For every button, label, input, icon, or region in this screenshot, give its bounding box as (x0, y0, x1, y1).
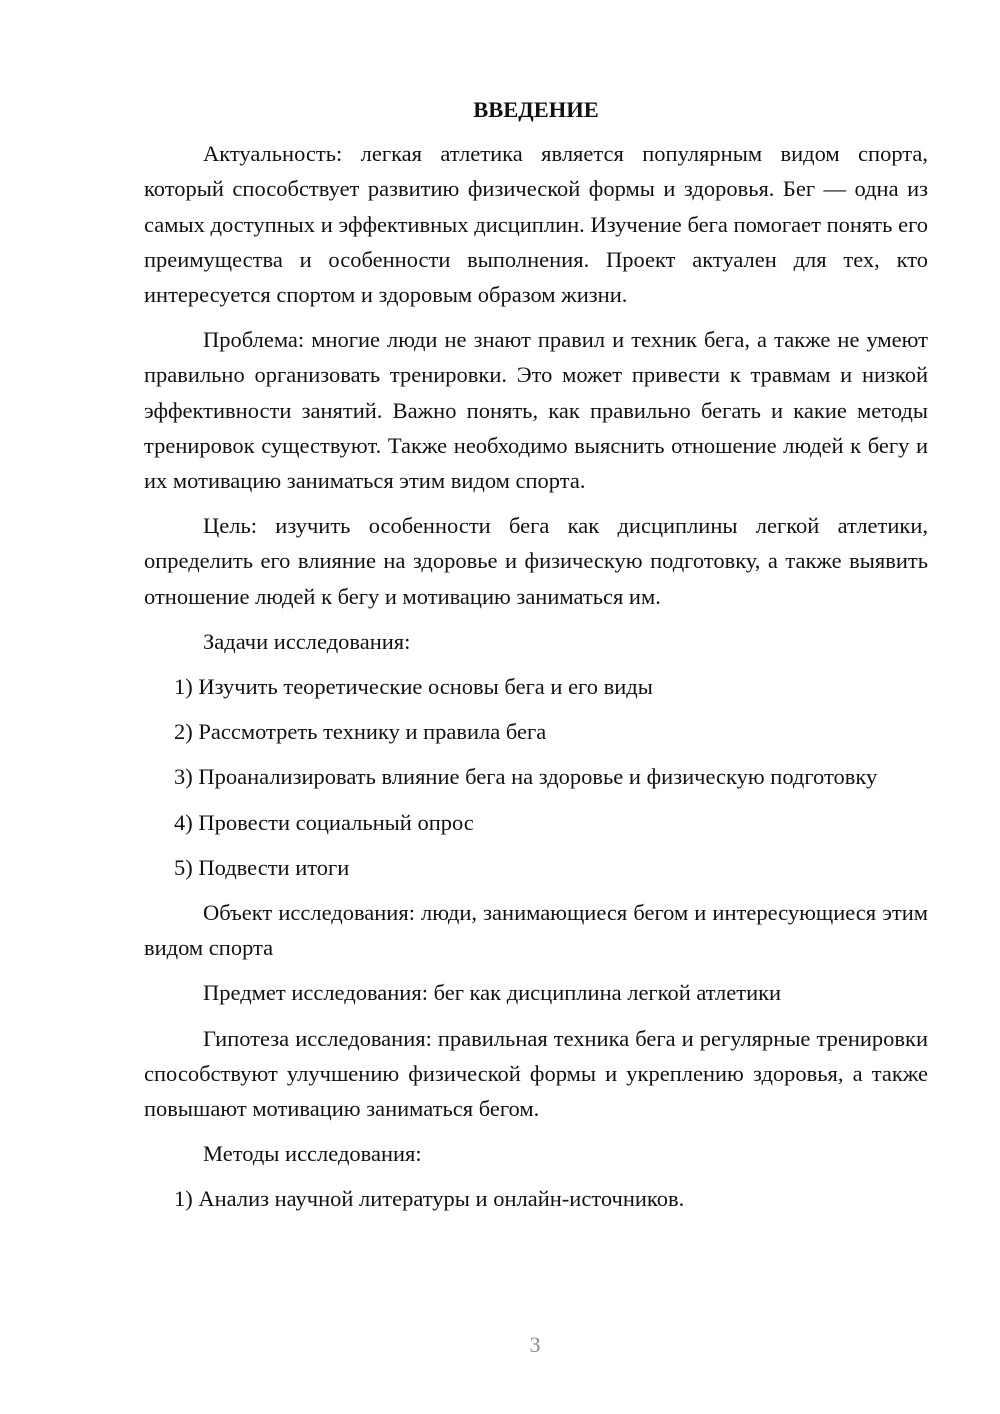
method-item-1: 1) Анализ научной литературы и онлайн-источников. (174, 1186, 685, 1212)
hypothesis-paragraph: Гипотеза исследования: правильная техника бега и регулярные тренировки способствуют улучшению физической формы и укреплению здоровья, а также повышают мотивацию заниматься бегом. (144, 1025, 928, 1122)
subject-paragraph: Предмет исследования: бег как дисциплина легкой атлетики (203, 980, 782, 1006)
relevance-paragraph: Актуальность: легкая атлетика является популярным видом спорта, который способствует развитию физической формы и здоровья. Бег — одна из самых доступных и эффективных дисциплин. Изучение бега помогает понять его преимущества и особенности выполнения. Проект актуален для тех, кто интересуется спортом и здоровым образом жизни. (144, 141, 928, 308)
page-content (144, 92, 928, 1227)
task-item-2: 2) Рассмотреть технику и правила бега (174, 719, 547, 745)
tasks-title: Задачи исследования: (203, 628, 411, 654)
section-heading: ВВЕДЕНИЕ (473, 97, 599, 122)
task-item-3: 3) Проанализировать влияние бега на здоровье и физическую подготовку (174, 764, 878, 790)
page-number: 3 (529, 1332, 541, 1357)
task-item-5: 5) Подвести итоги (174, 854, 350, 880)
goal-paragraph: Цель: изучить особенности бега как дисциплины легкой атлетики, определить его влияние на здоровье и физическую подготовку, а также выявить отношение людей к бегу и мотивацию заниматься им. (144, 513, 928, 609)
task-item-1: 1) Изучить теоретические основы бега и его виды (174, 674, 653, 700)
object-paragraph: Объект исследования: люди, занимающиеся бегом и интересующиеся этим видом спорта (144, 900, 928, 961)
methods-title: Методы исследования: (203, 1141, 422, 1167)
task-item-4: 4) Провести социальный опрос (174, 809, 474, 835)
problem-paragraph: Проблема: многие люди не знают правил и техник бега, а также не умеют правильно организовать тренировки. Это может привести к травмам и низкой эффективности занятий. Важно понять, как правильно бегать и какие методы тренировок существуют. Также необходимо выяснить отношение людей к бегу и их мотивацию заниматься этим видом спорта. (144, 327, 928, 494)
